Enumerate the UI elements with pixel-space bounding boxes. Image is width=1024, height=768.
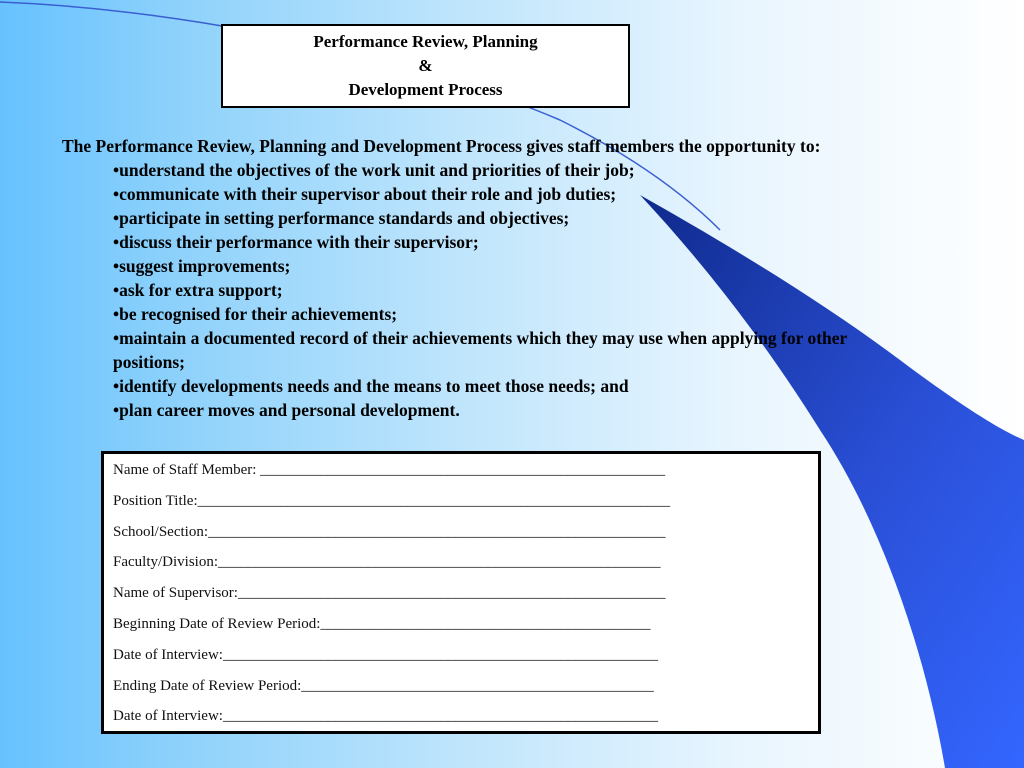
bullet-item: •identify developments needs and the means to meet those needs; and — [113, 376, 629, 396]
title-box — [221, 24, 630, 108]
bullet-item: •be recognised for their achievements; — [113, 304, 398, 324]
form-field-position-title: Position Title:_______________________________________________________________ — [113, 492, 671, 509]
title-line-1: Performance Review, Planning — [313, 32, 538, 51]
staff-details-form — [101, 451, 821, 734]
form-field-staff-member: Name of Staff Member: ______________________________________________________ — [113, 462, 666, 478]
title-line-2: & — [418, 56, 433, 75]
bullet-item: •plan career moves and personal development. — [113, 400, 460, 420]
title-line-3: Development Process — [348, 80, 503, 99]
form-field-review-end-date: Ending Date of Review Period:_______________________________________________ — [113, 677, 654, 694]
form-field-review-begin-date: Beginning Date of Review Period:____________________________________________ — [113, 615, 651, 632]
intro-lead: The Performance Review, Planning and Development Process gives staff members the opportunity to: — [62, 136, 821, 156]
form-field-supervisor: Name of Supervisor:_________________________________________________________ — [113, 585, 666, 602]
bullet-item: •maintain a documented record of their achievements which they may use when applying for other positions; — [113, 328, 847, 372]
intro-section — [62, 134, 892, 422]
opportunity-list — [62, 158, 892, 422]
form-field-interview-date: Date of Interview:__________________________________________________________ — [113, 646, 658, 663]
form-field-school-section: School/Section:_____________________________________________________________ — [113, 523, 666, 540]
bullet-item: •participate in setting performance standards and objectives; — [113, 208, 570, 228]
bullet-item: •ask for extra support; — [113, 280, 283, 300]
bullet-item: •suggest improvements; — [113, 256, 291, 276]
bullet-item: •communicate with their supervisor about their role and job duties; — [113, 184, 617, 204]
form-field-faculty-division: Faculty/Division:___________________________________________________________ — [113, 554, 661, 571]
form-field-interview-date-2: Date of Interview:__________________________________________________________ — [113, 708, 658, 725]
bullet-item: •understand the objectives of the work unit and priorities of their job; — [113, 160, 635, 180]
bullet-item: •discuss their performance with their supervisor; — [113, 232, 479, 252]
